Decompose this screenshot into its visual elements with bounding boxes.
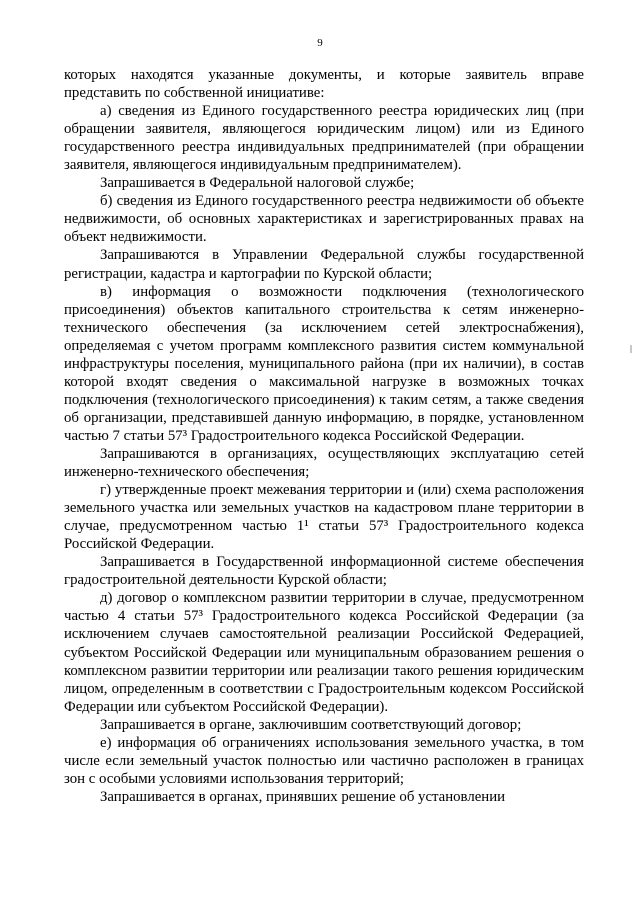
paragraph: д) договор о комплексном развитии территории в случае, предусмотренном частью 4 статьи 57³ Градостроительного кодекса Российской Федерации (за исключением случаев самостоятельной реализации Российской Федерацией, субъектом Российской Федерации или муниципальным образованием решения о комплексном развитии территории или реализации такого решения юридическим лицом, определенным в соответствии с Градостроительным кодексом Российской Федерации или субъектом Российской Федерации). [64, 590, 584, 715]
paragraph: Запрашивается в органе, заключившим соответствующий договор; [100, 716, 522, 733]
paragraph: а) сведения из Единого государственного реестра юридических лиц (при обращении заявителя, являющегося юридическим лицом) или из Единого государственного реестра индивидуальных предпринимателей (при обращении заявителя, являющегося индивидуальным предпринимателем). [64, 103, 584, 174]
paragraph: Запрашиваются в Управлении Федеральной службы государственной регистрации, кадастра и картографии по Курской области; [64, 247, 584, 282]
margin-mark [630, 345, 632, 353]
paragraph: б) сведения из Единого государственного реестра недвижимости об объекте недвижимости, об основных характеристиках и зарегистрированных правах на объект недвижимости. [64, 193, 584, 246]
paragraph: которых находятся указанные документы, и которые заявитель вправе представить по собственной инициативе: [64, 67, 584, 102]
document-body [64, 66, 584, 806]
paragraph: в) информация о возможности подключения (технологического присоединения) объектов капитального строительства к сетям инженерно-технического обеспечения (за исключением сетей электроснабжения), определяемая с учетом программ комплексного развития систем коммунальной инфраструктуры поселения, муниципального района (при их наличии), в состав которой входят сведения о максимальной нагрузке в возможных точках подключения (технологического присоединения) к таким сетям, а также сведения об организации, представившей данную информацию, в порядке, установленном частью 7 статьи 57³ Градостроительного кодекса Российской Федерации. [64, 283, 584, 444]
page-number: 9 [317, 37, 323, 49]
paragraph: е) информация об ограничениях использования земельного участка, в том числе если земельный участок полностью или частично расположен в границах зон с особыми условиями использования территорий; [64, 734, 584, 787]
paragraph: Запрашивается в Федеральной налоговой службе; [100, 175, 415, 192]
paragraph: Запрашивается в органах, принявших решение об установлении [100, 788, 506, 805]
paragraph: Запрашивается в Государственной информационной системе обеспечения градостроительной деятельности Курской области; [64, 554, 584, 589]
paragraph: Запрашиваются в организациях, осуществляющих эксплуатацию сетей инженерно-технического обеспечения; [64, 445, 584, 481]
paragraph: г) утвержденные проект межевания территории и (или) схема расположения земельного участка или земельных участков на кадастровом плане территории в случае, предусмотренном частью 1¹ статьи 57³ Градостроительного кодекса Российской Федерации. [64, 482, 584, 553]
